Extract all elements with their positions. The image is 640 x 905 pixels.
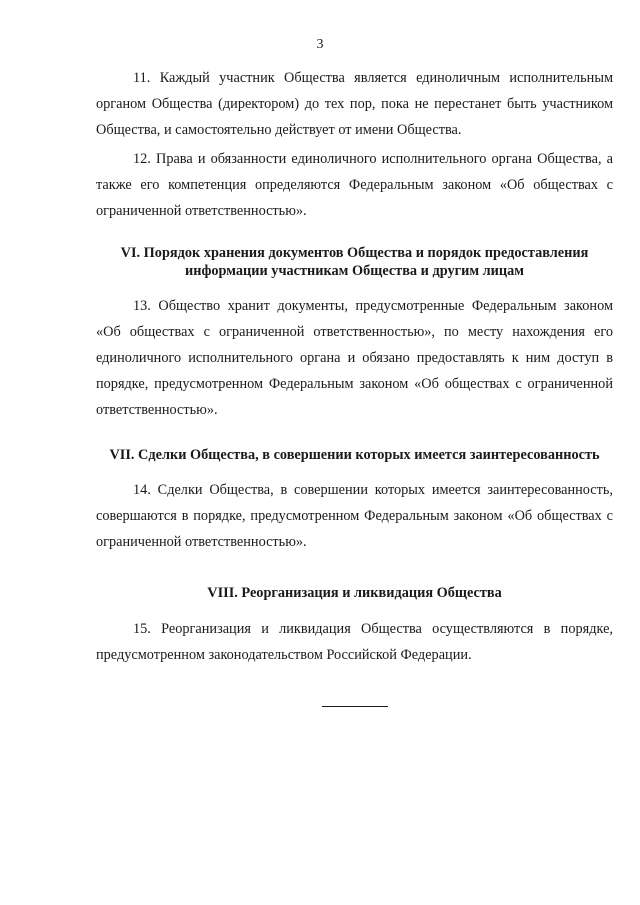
section-heading-vii: VII. Сделки Общества, в совершении которых имеется заинтересованность bbox=[109, 447, 600, 463]
page-number: 3 bbox=[316, 37, 324, 52]
paragraph-14: 14. Сделки Общества, в совершении которых имеется заинтересованность, совершаются в порядке, предусмотренном Федеральным законом «Об обществах с ограниченной ответственностью». bbox=[96, 482, 613, 550]
paragraph-15: 15. Реорганизация и ликвидация Общества осуществляются в порядке, предусмотренном законодательством Российской Федерации. bbox=[96, 621, 613, 663]
section-heading-viii: VIII. Реорганизация и ликвидация Общества bbox=[207, 585, 502, 601]
paragraph-12: 12. Права и обязанности единоличного исполнительного органа Общества, а также его компетенция определяются Федеральным законом «Об обществах с ограниченной ответственностью». bbox=[96, 151, 613, 219]
paragraph-11: 11. Каждый участник Общества является единоличным исполнительным органом Общества (директором) до тех пор, пока не перестанет быть участником Общества, и самостоятельно действует от имени Общества. bbox=[96, 70, 613, 138]
paragraph-13: 13. Общество хранит документы, предусмотренные Федеральным законом «Об обществах с ограниченной ответственностью», по месту нахождения его единоличного исполнительного органа и обязано предоставлять к ним доступ в порядке, предусмотренном Федеральным законом «Об обществах с ограниченной ответственностью». bbox=[96, 298, 613, 418]
end-of-document-rule bbox=[322, 706, 388, 707]
section-heading-vi: VI. Порядок хранения документов Общества и порядок предоставления информации участникам Общества и другим лицам bbox=[120, 245, 589, 279]
